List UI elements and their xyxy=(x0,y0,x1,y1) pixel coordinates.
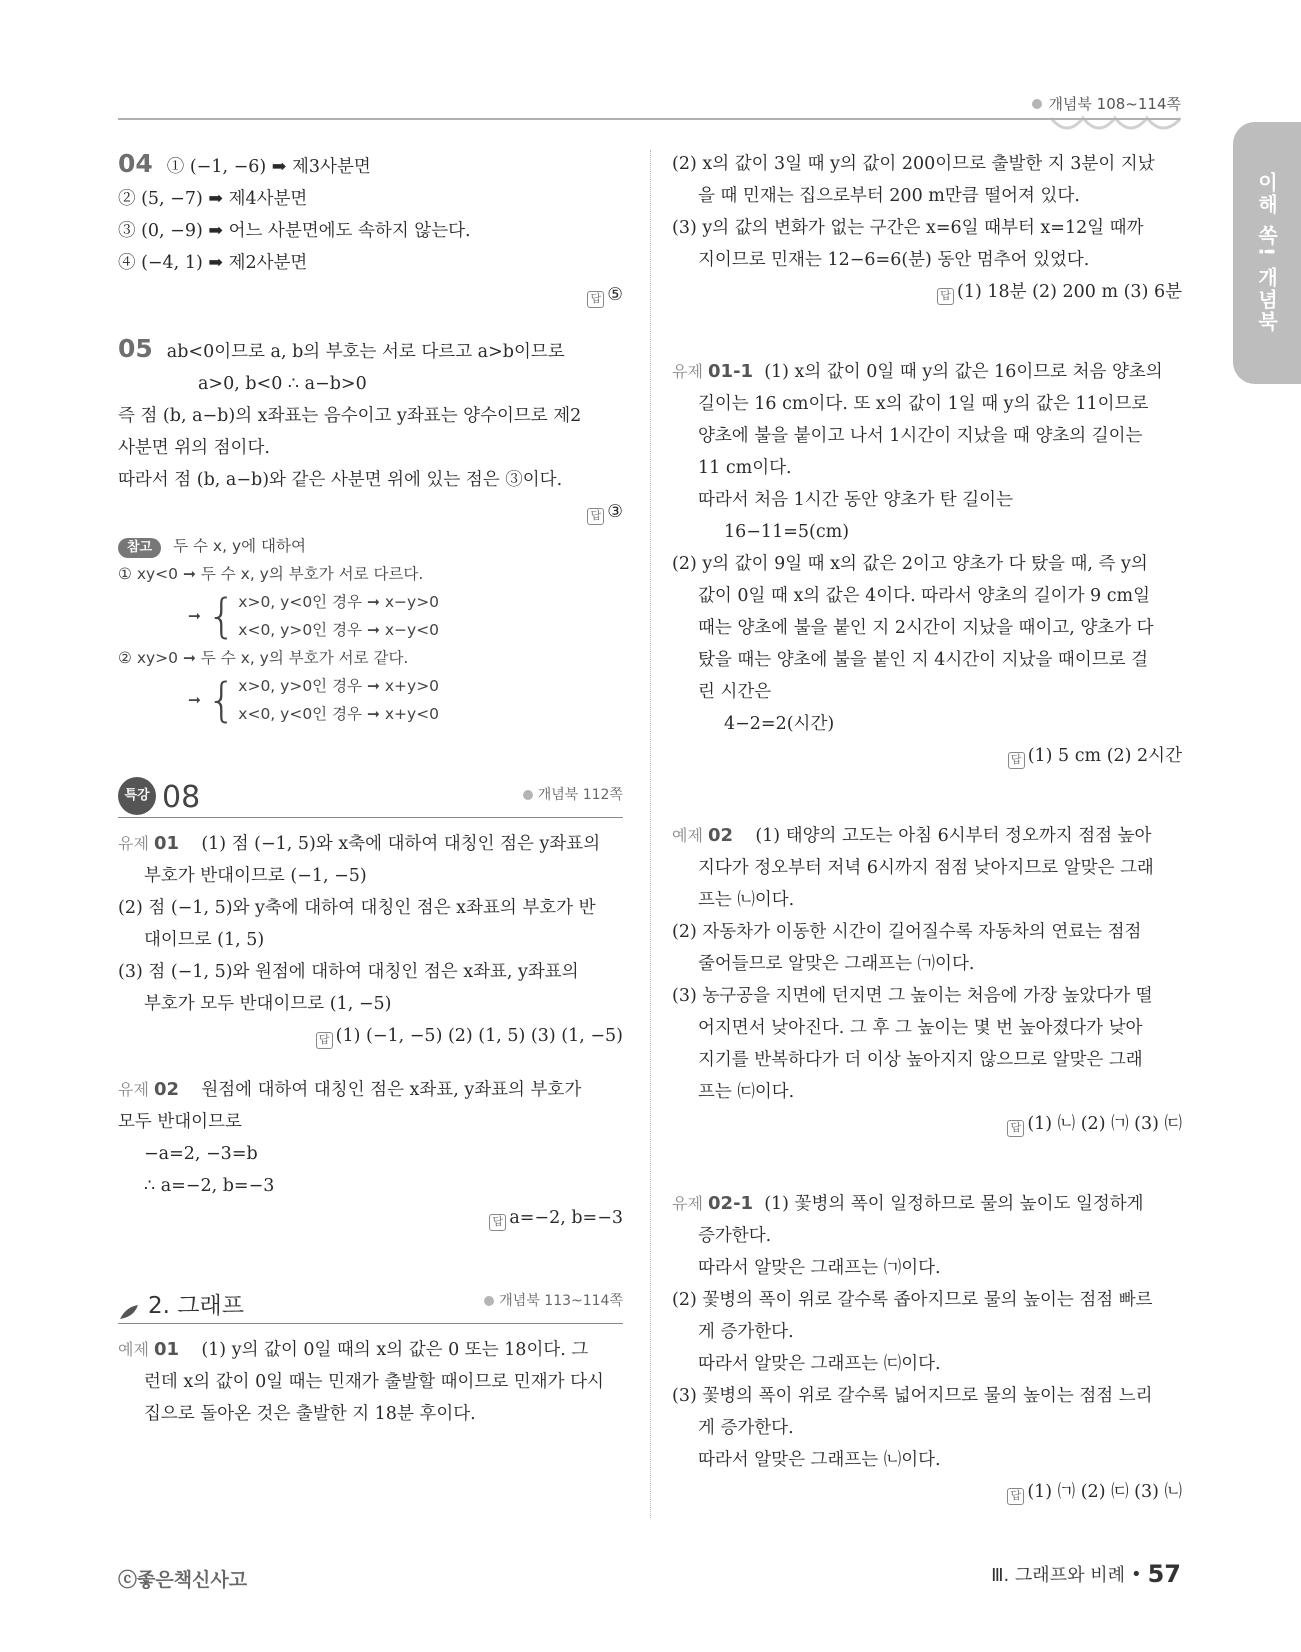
ex02-answer xyxy=(118,1202,623,1234)
ye02-answer-value: (1) ㈁ (2) ㈀ (3) ㈂ xyxy=(1027,1114,1182,1134)
ex021-text-1: (1) 꽃병의 폭이 일정하므로 물의 높이도 일정하게 xyxy=(764,1194,1144,1214)
q05-answer xyxy=(118,496,623,528)
bullet-dot-icon xyxy=(1032,99,1042,109)
ex021-label-text: 유제 xyxy=(672,1194,703,1213)
ye02-line-3: 프는 ㈁이다. xyxy=(698,890,795,910)
footer-bullet: • xyxy=(1130,1563,1142,1585)
special-lecture-reference xyxy=(523,779,623,817)
arrow-icon: ➞ xyxy=(188,691,201,709)
answer-icon: 답 xyxy=(489,1214,506,1231)
note-title: 두 수 x, y에 대하여 xyxy=(173,537,306,555)
answer-icon: 답 xyxy=(316,1032,333,1049)
ex01-label-text: 유제 xyxy=(118,834,149,853)
ex011-line-10: 탔을 때는 양초에 불을 붙인 지 4시간이 지났을 때이므로 걸 xyxy=(698,650,1149,670)
answer-icon: 답 xyxy=(1008,752,1025,769)
ye01-line-2: 런데 x의 값이 0일 때는 민재가 출발할 때이므로 민재가 다시 xyxy=(144,1372,604,1392)
note-case-2: ② xy>0 ➞ 두 수 x, y의 부호가 서로 같다. xyxy=(118,649,409,667)
note-case-2a: x>0, y>0인 경우 ➞ x+y>0 xyxy=(238,677,440,695)
header-rule xyxy=(118,118,1180,120)
section-2-reference-text: 개념북 113~114쪽 xyxy=(499,1293,623,1309)
leaf-icon xyxy=(118,1293,144,1323)
note-box xyxy=(118,532,623,728)
q05-line-4: 사분면 위의 점이다. xyxy=(118,438,270,458)
ye02-text-1: (1) 태양의 고도는 아침 6시부터 정오까지 점점 높아 xyxy=(755,826,1152,846)
answer-icon: 답 xyxy=(937,288,954,305)
q04-answer-value: ⑤ xyxy=(607,285,623,305)
q04-line-2: ② (5, −7) ➡ 제4사분면 xyxy=(118,189,308,209)
ex011-line-8: 값이 0일 때 x의 값은 4이다. 따라서 양초의 길이가 9 cm일 xyxy=(698,586,1151,606)
special-lecture-heading xyxy=(118,776,623,818)
ye01-label xyxy=(118,1340,179,1359)
ye01-number: 01 xyxy=(154,1339,180,1360)
ex021-number: 02-1 xyxy=(708,1193,754,1214)
ex01-line-6: 부호가 모두 반대이므로 (1, −5) xyxy=(144,994,392,1014)
right-column xyxy=(672,148,1182,1508)
bullet-dot-icon xyxy=(523,790,533,800)
ex02-line-1 xyxy=(118,1074,623,1106)
ex02-number: 02 xyxy=(154,1079,180,1100)
ye02-answer xyxy=(672,1108,1182,1140)
ex01-line-5: (3) 점 (−1, 5)와 원점에 대하여 대칭인 점은 x좌표, y좌표의 xyxy=(118,962,579,982)
q05-line-5: 따라서 점 (b, a−b)와 같은 사분면 위에 있는 점은 ③이다. xyxy=(118,470,563,490)
note-case-2b: x<0, y<0인 경우 ➞ x+y<0 xyxy=(238,705,440,723)
special-lecture-badge: 특강 xyxy=(118,777,156,815)
left-column xyxy=(118,148,623,1430)
ex02-answer-value: a=−2, b=−3 xyxy=(509,1208,623,1228)
ex02-text-1: 원점에 대하여 대칭인 점은 x좌표, y좌표의 부호가 xyxy=(201,1080,582,1100)
column-divider xyxy=(650,150,651,1518)
ex021-line-4: (2) 꽃병의 폭이 위로 갈수록 좁아지므로 물의 높이는 점점 빠르 xyxy=(672,1290,1153,1310)
q04-line-3: ③ (0, −9) ➡ 어느 사분면에도 속하지 않는다. xyxy=(118,221,471,241)
footer-page-info xyxy=(991,1560,1181,1588)
ye02-line-5: 줄어들므로 알맞은 그래프는 ㈀이다. xyxy=(698,954,975,974)
ye02-line-9: 프는 ㈂이다. xyxy=(698,1082,795,1102)
note-case-1-detail xyxy=(118,588,623,644)
ex01-line-3: (2) 점 (−1, 5)와 y축에 대하여 대칭인 점은 x좌표의 부호가 반 xyxy=(118,898,596,918)
q05-number: 05 xyxy=(118,334,153,363)
side-tab xyxy=(1233,122,1301,384)
page-number: 57 xyxy=(1147,1560,1181,1588)
ex01-label xyxy=(118,834,179,853)
note-tag: 참고 xyxy=(118,538,161,558)
note-case-2-detail xyxy=(118,672,623,728)
note-case-1: ① xy<0 ➞ 두 수 x, y의 부호가 서로 다르다. xyxy=(118,565,424,583)
ye01-line-6: (3) y의 값의 변화가 없는 구간은 x=6일 때부터 x=12일 때까 xyxy=(672,218,1144,238)
ex011-line-5: 따라서 처음 1시간 동안 양초가 탄 길이는 xyxy=(698,490,1013,510)
ye01-label-text: 예제 xyxy=(118,1340,149,1359)
ye02-line-1 xyxy=(672,820,1182,852)
ye02-line-7: 어지면서 낮아진다. 그 후 그 높이는 몇 번 높아졌다가 낮아 xyxy=(698,1018,1143,1038)
ye02-line-8: 지기를 반복하다가 더 이상 높아지지 않으므로 알맞은 그래 xyxy=(698,1050,1143,1070)
ex011-line-9: 때는 양초에 불을 붙인 지 2시간이 지났을 때이고, 양초가 다 xyxy=(698,618,1154,638)
answer-icon: 답 xyxy=(587,291,604,308)
ex02-line-3: −a=2, −3=b xyxy=(144,1144,258,1164)
ex021-line-8: 게 증가한다. xyxy=(698,1418,794,1438)
ex021-answer xyxy=(672,1476,1182,1508)
ex011-text-1: (1) x의 값이 0일 때 y의 값은 16이므로 처음 양초의 xyxy=(764,362,1163,382)
ye01-text-1: (1) y의 값이 0일 때의 x의 값은 0 또는 18이다. 그 xyxy=(201,1340,589,1360)
ex011-line-6: 16−11=5(cm) xyxy=(724,522,850,542)
ex011-line-3: 양초에 불을 붙이고 나서 1시간이 지났을 때 양초의 길이는 xyxy=(698,426,1143,446)
ex021-line-7: (3) 꽃병의 폭이 위로 갈수록 넓어지므로 물의 높이는 점점 느리 xyxy=(672,1386,1153,1406)
ex011-label-text: 유제 xyxy=(672,362,703,381)
ex021-answer-value: (1) ㈀ (2) ㈂ (3) ㈁ xyxy=(1027,1482,1182,1502)
ex011-line-11: 린 시간은 xyxy=(698,682,772,702)
ex01-answer xyxy=(118,1020,623,1052)
ye01-line-4: (2) x의 값이 3일 때 y의 값이 200이므로 출발한 지 3분이 지났 xyxy=(672,154,1155,174)
ex021-line-6: 따라서 알맞은 그래프는 ㈂이다. xyxy=(698,1354,941,1374)
answer-icon: 답 xyxy=(1007,1120,1024,1137)
q05-line-1 xyxy=(118,333,623,368)
note-title-row xyxy=(118,532,623,560)
ye01-answer xyxy=(672,276,1182,308)
q05-line-3: 즉 점 (b, a−b)의 x좌표는 음수이고 y좌표는 양수이므로 제2 xyxy=(118,406,582,426)
q04-line-1 xyxy=(118,148,623,183)
q04-text-1: ① (−1, −6) ➡ 제3사분면 xyxy=(166,157,371,177)
ex01-line-2: 부호가 반대이므로 (−1, −5) xyxy=(144,866,367,886)
scallop-decoration-icon xyxy=(1051,108,1181,136)
ye02-line-4: (2) 자동차가 이동한 시간이 길어질수록 자동차의 연료는 점점 xyxy=(672,922,1142,942)
answer-icon: 답 xyxy=(1007,1488,1024,1505)
ex021-line-5: 게 증가한다. xyxy=(698,1322,794,1342)
q05-line-2: a>0, b<0 ∴ a−b>0 xyxy=(198,374,367,394)
q04-answer xyxy=(118,279,623,311)
note-case-1b: x<0, y>0인 경우 ➞ x−y<0 xyxy=(238,621,440,639)
ex01-line-4: 대이므로 (1, 5) xyxy=(144,930,265,950)
ex02-line-4: ∴ a=−2, b=−3 xyxy=(144,1176,275,1196)
ex011-number: 01-1 xyxy=(708,361,754,382)
ye02-line-6: (3) 농구공을 지면에 던지면 그 높이는 처음에 가장 높았다가 떨 xyxy=(672,986,1153,1006)
ex02-label xyxy=(118,1080,179,1099)
ex021-label xyxy=(672,1194,753,1213)
ex011-line-2: 길이는 16 cm이다. 또 x의 값이 1일 때 y의 값은 11이므로 xyxy=(698,394,1149,414)
ye02-label xyxy=(672,826,733,845)
section-2-heading xyxy=(118,1282,623,1324)
ye01-line-3: 집으로 돌아온 것은 출발한 지 18분 후이다. xyxy=(144,1404,476,1424)
ye01-answer-value: (1) 18분 (2) 200 m (3) 6분 xyxy=(957,282,1182,302)
q04-line-4: ④ (−4, 1) ➡ 제2사분면 xyxy=(118,253,308,273)
ex021-line-2: 증가한다. xyxy=(698,1226,772,1246)
ex011-answer xyxy=(672,740,1182,772)
answer-icon: 답 xyxy=(587,508,604,525)
bullet-dot-icon xyxy=(484,1296,494,1306)
ex02-label-text: 유제 xyxy=(118,1080,149,1099)
header-reference-text: 개념북 108~114쪽 xyxy=(1048,95,1181,113)
footer-publisher: ⓒ좋은책신사고 xyxy=(118,1569,248,1591)
ex01-line-1 xyxy=(118,828,623,860)
side-tab-label: 이해 쏙! 개념북 xyxy=(1254,172,1279,334)
special-lecture-number: 08 xyxy=(162,780,201,815)
ex011-line-7: (2) y의 값이 9일 때 x의 값은 2이고 양초가 다 탔을 때, 즉 y의 xyxy=(672,554,1148,574)
brace-icon: { xyxy=(207,589,237,643)
ex011-label xyxy=(672,362,753,381)
ex011-line-1 xyxy=(672,356,1182,388)
ye01-line-1 xyxy=(118,1334,623,1366)
ye02-label-text: 예제 xyxy=(672,826,703,845)
ex02-line-2: 모두 반대이므로 xyxy=(118,1112,242,1132)
ex021-line-9: 따라서 알맞은 그래프는 ㈁이다. xyxy=(698,1450,941,1470)
ex011-answer-value: (1) 5 cm (2) 2시간 xyxy=(1027,746,1182,766)
section-2-reference xyxy=(484,1285,623,1323)
ex011-line-4: 11 cm이다. xyxy=(698,458,792,478)
ye01-line-5: 을 때 민재는 집으로부터 200 m만큼 떨어져 있다. xyxy=(698,186,1080,206)
ye01-line-7: 지이므로 민재는 12−6=6(분) 동안 멈추어 있었다. xyxy=(698,250,1090,270)
ex01-number: 01 xyxy=(154,833,180,854)
q05-answer-value: ③ xyxy=(607,502,623,522)
ye02-number: 02 xyxy=(708,825,734,846)
ex011-line-12: 4−2=2(시간) xyxy=(724,714,835,734)
section-2-title: 2. 그래프 xyxy=(148,1293,244,1319)
ex01-answer-value: (1) (−1, −5) (2) (1, 5) (3) (1, −5) xyxy=(335,1026,623,1046)
arrow-icon: ➞ xyxy=(188,607,201,625)
ex021-line-1 xyxy=(672,1188,1182,1220)
ex01-text-1: (1) 점 (−1, 5)와 x축에 대하여 대칭인 점은 y좌표의 xyxy=(201,834,601,854)
special-lecture-reference-text: 개념북 112쪽 xyxy=(537,787,623,803)
q05-text-1: ab<0이므로 a, b의 부호는 서로 다르고 a>b이므로 xyxy=(166,342,565,362)
ye02-line-2: 지다가 정오부터 저녁 6시까지 점점 낮아지므로 알맞은 그래 xyxy=(698,858,1154,878)
footer-chapter: Ⅲ. 그래프와 비례 xyxy=(991,1565,1125,1586)
q04-number: 04 xyxy=(118,149,153,178)
ex021-line-3: 따라서 알맞은 그래프는 ㈀이다. xyxy=(698,1258,941,1278)
brace-icon: { xyxy=(207,673,237,727)
note-case-1a: x>0, y<0인 경우 ➞ x−y>0 xyxy=(238,593,440,611)
